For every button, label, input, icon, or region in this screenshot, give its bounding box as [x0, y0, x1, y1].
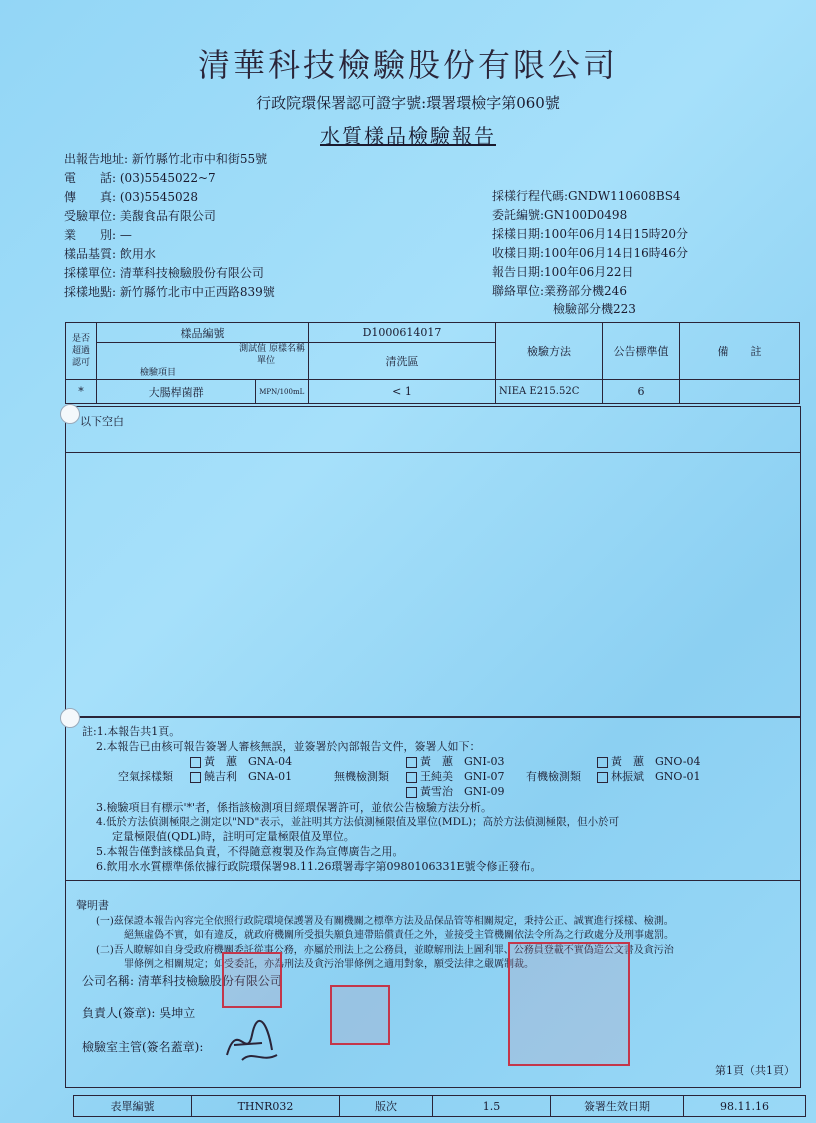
standard-header: 公告標準值 — [603, 323, 680, 380]
blank-note: 以下空白 — [80, 415, 124, 428]
info-row: 採樣行程代碼:GNDW110608BS4 — [492, 189, 681, 203]
note-6: 6.飲用水水質標準係依據行政院環保署98.11.26環署毒字第0980106331E號令修正發布。 — [96, 860, 542, 873]
divider — [65, 452, 800, 453]
note-4: 4.低於方法偵測極限之測定以"ND"表示，並註明其方法偵測極限值及單位(MDL)；高於方法偵測極限，但小於可 — [96, 816, 620, 828]
signature — [222, 1015, 282, 1065]
signer: 黃 蕙 GNI-03 — [406, 753, 504, 769]
note-3: 3.檢驗項目有標示'*'者，係指該檢測項目經環保署許可，並依公告檢驗方法分析。 — [96, 801, 493, 814]
checkbox — [597, 772, 608, 783]
effective-date-value: 98.11.16 — [684, 1096, 806, 1117]
info-row: 出報告地址: 新竹縣竹北市中和街55號 — [64, 152, 268, 166]
info-row: 樣品基質: 飲用水 — [64, 247, 156, 261]
pass-column-header: 是否超過認可 — [66, 323, 97, 380]
seal-stamp — [330, 985, 390, 1045]
note-1: 註:1.本報告共1頁。 — [82, 725, 181, 738]
signer: 饒吉利 GNA-01 — [190, 768, 292, 784]
declaration-title: 聲明書 — [76, 899, 109, 912]
sample-name: 清洗區 — [309, 343, 496, 380]
result-value: < 1 — [309, 380, 496, 404]
note-2: 2.本報告已由核可報告簽署人審核無誤，並簽署於內部報告文件，簽署人如下： — [96, 740, 481, 753]
note-4-cont: 定量極限值(QDL)時，註明可定量極限值及單位。 — [112, 830, 355, 843]
checkbox — [597, 757, 608, 768]
company-line: 公司名稱: 清華科技檢驗股份有限公司 — [82, 974, 282, 988]
info-row: 收樣日期:100年06月14日16時46分 — [492, 246, 689, 260]
punch-hole — [60, 708, 80, 728]
checkbox — [406, 772, 417, 783]
signer: 林振斌 GNO-01 — [597, 768, 701, 784]
item-header-cell: 測試值 原樣名稱 單位 檢驗項目 — [97, 343, 309, 380]
divider — [65, 880, 800, 881]
signer-category: 空氣採樣類 — [118, 770, 173, 783]
note-5: 5.本報告僅對該樣品負責，不得隨意複製及作為宣傳廣告之用。 — [96, 845, 404, 858]
declaration-p2: (二)吾人瞭解如自身受政府機關委託從事公務，亦屬於刑法上之公務員，並瞭解刑法上圖利罪、公務員登載不實偽造公文書及貪污治 — [96, 945, 674, 956]
declaration-p2-cont: 罪條例之相關規定；如受委託，亦為刑法及貪污治罪條例之適用對象，願受法律之嚴厲制裁。 — [124, 959, 534, 970]
lab-supervisor-line: 檢驗室主管(簽名蓋章): — [82, 1040, 204, 1054]
company-seal-stamp — [508, 942, 630, 1066]
form-info-table — [73, 1095, 806, 1117]
results-table — [65, 322, 800, 404]
info-row: 採樣單位: 清華科技檢驗股份有限公司 — [64, 266, 264, 280]
sample-no-label: 樣品編號 — [97, 323, 309, 343]
company-name: 清華科技檢驗股份有限公司 — [197, 46, 618, 84]
report-title: 水質樣品檢驗報告 — [320, 124, 496, 148]
remark-value — [680, 380, 800, 404]
declaration-p1-cont: 絕無虛偽不實，如有違反，就政府機關所受損失願負連帶賠償責任之外，並接受主管機關依法令所為之行政處分及刑事處罰。 — [124, 930, 674, 941]
info-row: 受驗單位: 美馥食品有限公司 — [64, 209, 216, 223]
standard-value: 6 — [603, 380, 680, 404]
method-value: NIEA E215.52C — [496, 380, 603, 404]
signer: 黃 蕙 GNA-04 — [190, 753, 292, 769]
responsible-person-line: 負責人(簽章): 吳坤立 — [82, 1006, 196, 1020]
signer: 黃雪治 GNI-09 — [406, 783, 504, 799]
permit-number: 行政院環保署認可證字號:環署環檢字第060號 — [256, 94, 560, 112]
punch-hole — [60, 404, 80, 424]
declaration-p1: (一)茲保證本報告內容完全依照行政院環境保護署及有關機關之標準方法及品保品管等相關規定，秉持公正、誠實進行採樣、檢測。 — [96, 916, 674, 927]
form-value: THNR032 — [192, 1096, 340, 1117]
effective-date-label: 簽署生效日期 — [551, 1096, 684, 1117]
checkbox — [406, 757, 417, 768]
method-header: 檢驗方法 — [496, 323, 603, 380]
version-label: 版次 — [340, 1096, 433, 1117]
info-row: 報告日期:100年06月22日 — [492, 265, 634, 279]
accredited-mark: * — [66, 380, 97, 404]
signer-category: 無機檢測類 — [334, 770, 389, 783]
signer: 黃 蕙 GNO-04 — [597, 753, 701, 769]
page-number: 第1頁（共1頁） — [715, 1064, 795, 1077]
info-row: 採樣日期:100年06月14日15時20分 — [492, 227, 689, 241]
version-value: 1.5 — [433, 1096, 551, 1117]
remark-header: 備 註 — [680, 323, 800, 380]
checkbox — [406, 787, 417, 798]
info-row: 聯絡單位:業務部分機246 — [492, 284, 627, 298]
checkbox — [190, 772, 201, 783]
signer-category: 有機檢測類 — [526, 770, 581, 783]
info-row: 業 別: — — [64, 228, 132, 242]
info-row: 檢驗部分機223 — [553, 302, 636, 316]
table-row — [66, 380, 800, 404]
info-row: 委託編號:GN100D0498 — [492, 208, 628, 222]
info-row: 電 話: (03)5545022~7 — [64, 171, 216, 185]
form-label: 表單編號 — [74, 1096, 192, 1117]
test-item: 大腸桿菌群 — [97, 380, 256, 404]
checkbox — [190, 757, 201, 768]
sample-no: D1000614017 — [309, 323, 496, 343]
signer: 王純美 GNI-07 — [406, 768, 504, 784]
seal-stamp — [222, 952, 282, 1008]
info-row: 採樣地點: 新竹縣竹北市中正西路839號 — [64, 285, 275, 299]
unit: MPN/100mL — [256, 380, 309, 404]
info-row: 傳 真: (03)5545028 — [64, 190, 198, 204]
